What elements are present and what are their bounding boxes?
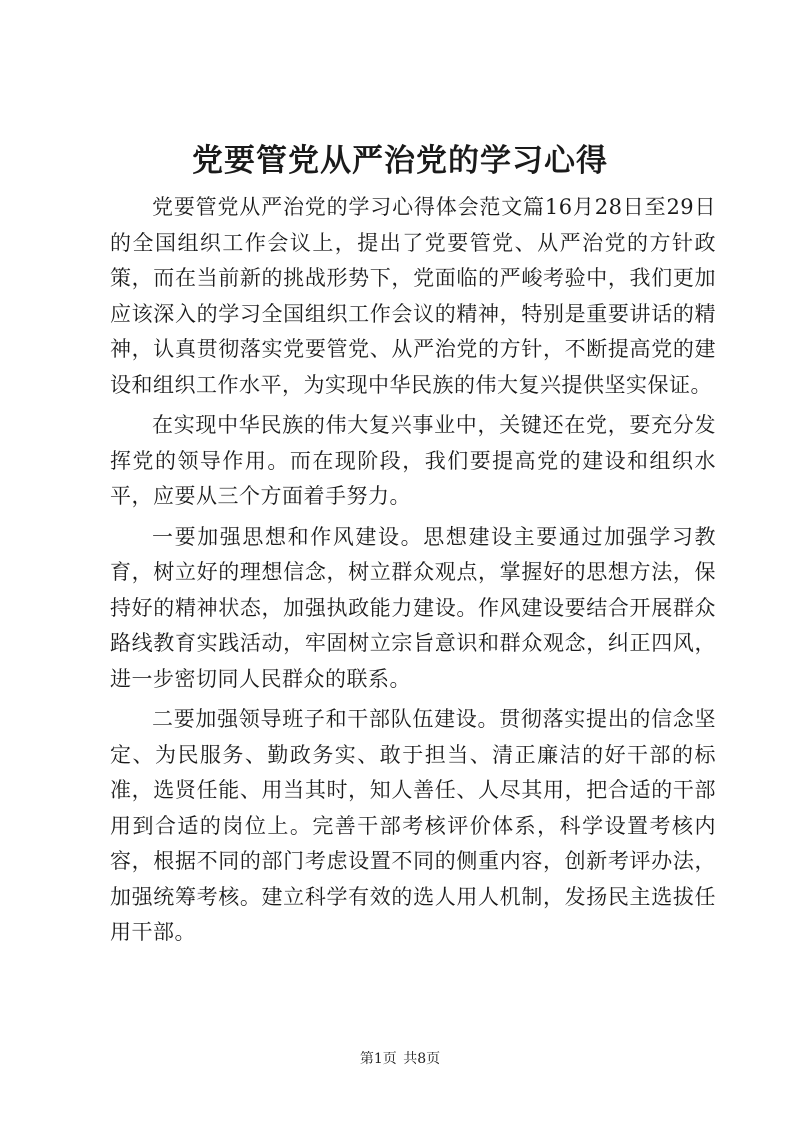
page-footer [0, 1049, 800, 1069]
total-pages: 共8页 [403, 1051, 441, 1067]
paragraph-1: 党要管党从严治党的学习心得体会范文篇16月28日至29日的全国组织工作会议上，提出了党要管党、从严治党的方针政策，而在当前新的挑战形势下，党面临的严峻考验中，我们更加应该深入的学习全国组织工作会议的精神，特别是重要讲话的精神，认真贯彻落实党要管党、从严治党的方针，不断提高党的建设和组织工作水平，为实现中华民族的伟大复兴提供坚实保证。 [110, 195, 716, 397]
document-title: 党要管党从严治党的学习心得 [192, 143, 608, 179]
paragraph-3: 一要加强思想和作风建设。思想建设主要通过加强学习教育，树立好的理想信念，树立群众观点，掌握好的思想方法，保持好的精神状态，加强执政能力建设。作风建设要结合开展群众路线教育实践活动，牢固树立宗旨意识和群众观念，纠正四风，进一步密切同人民群众的联系。 [110, 524, 716, 691]
paragraph-4: 二要加强领导班子和干部队伍建设。贯彻落实提出的信念坚定、为民服务、勤政务实、敢于担当、清正廉洁的好干部的标准，选贤任能、用当其时，知人善任、人尽其用，把合适的干部用到合适的岗位上。完善干部考核评价体系，科学设置考核内容，根据不同的部门考虑设置不同的侧重内容，创新考评办法，加强统筹考核。建立科学有效的选人用人机制，发扬民主选拔任用干部。 [110, 707, 716, 944]
document-body [110, 190, 716, 956]
page-number: 第1页 [359, 1051, 397, 1067]
paragraph-2: 在实现中华民族的伟大复兴事业中，关键还在党，要充分发挥党的领导作用。而在现阶段，我们要提高党的建设和组织水平，应要从三个方面着手努力。 [110, 413, 716, 508]
